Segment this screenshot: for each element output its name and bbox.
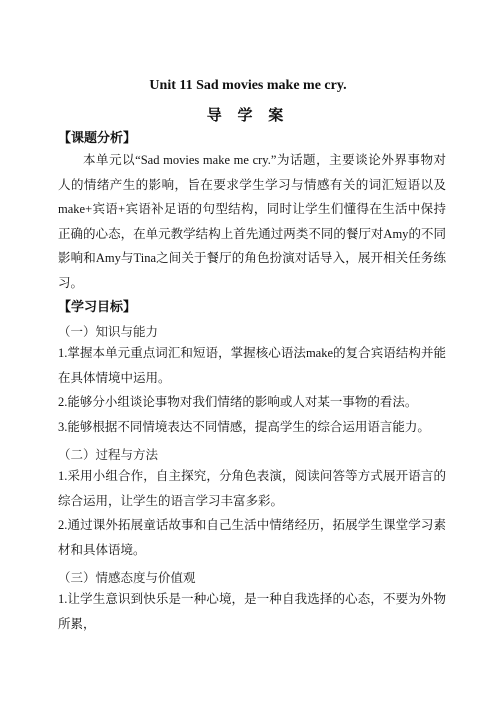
document-title: Unit 11 Sad movies make me cry.	[149, 78, 347, 93]
subheading-attitude: （三）情感态度与价值观	[58, 571, 196, 585]
document-subtitle: 导 学 案	[206, 108, 290, 124]
goal-item-1-3: 3.能够根据不同情境表达不同情感，提高学生的综合运用语言能力。	[58, 420, 430, 434]
goal-item-2-1: 1.采用小组合作，自主探究，分角色表演，阅读问答等方式展开语言的综合运用，让学生的语言学习丰富多彩。	[58, 469, 446, 508]
goal-item-2-2: 2.通过课外拓展童话故事和自己生活中情绪经历，拓展学生课堂学习素材和具体语境。	[58, 518, 446, 557]
section-heading-analysis: 【课题分析】	[58, 130, 137, 145]
goal-item-1-1: 1.掌握本单元重点词汇和短语，掌握核心语法make的复合宾语结构并能在具体情境中运用。	[58, 346, 446, 385]
subheading-process: （二）过程与方法	[58, 448, 159, 462]
subheading-knowledge: （一）知识与能力	[58, 325, 159, 339]
goal-item-3-1: 1.让学生意识到快乐是一种心境，是一种自我选择的心态，不要为外物所累，	[58, 592, 446, 631]
section-heading-goals: 【学习目标】	[58, 299, 137, 314]
goal-item-1-2: 2.能够分小组谈论事物对我们情绪的影响或人对某一事物的看法。	[58, 395, 418, 409]
analysis-paragraph: 本单元以“Sad movies make me cry.”为话题，主要谈论外界事物对人的情绪产生的影响，旨在要求学生学习与情感有关的词汇短语以及 make+宾语+宾语补足语的句型结构，同时让学生们懂得在生活中保持正确的心态，在单元教学结构上首先通过两类不同的餐厅对Amy的不同影响和Amy与Tina之间关于餐厅的角色扮演对话导入，展开相关任务练习。	[58, 153, 446, 290]
